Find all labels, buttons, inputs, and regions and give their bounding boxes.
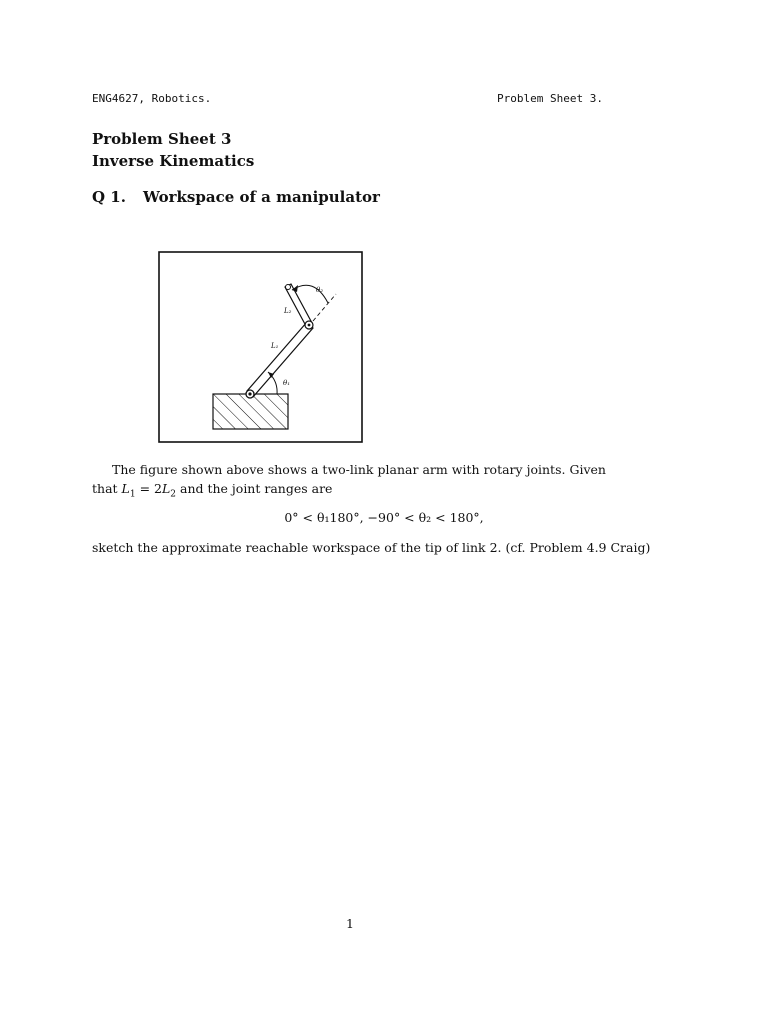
- symbol-l2-sub: 2: [170, 489, 177, 500]
- theta1-label: θ₁: [283, 379, 291, 387]
- question-title: Workspace of a manipulator: [143, 188, 380, 206]
- link1-label: L₁: [271, 342, 279, 350]
- problem-paragraph: [92, 460, 606, 505]
- intro-text: The figure shown above shows a two-link planar arm with rotary joints. Given that: [92, 462, 606, 496]
- title-line-1: Problem Sheet 3: [92, 130, 232, 148]
- equals-text: = 2: [135, 481, 162, 496]
- question-heading: [92, 188, 380, 206]
- header-course: ENG4627, Robotics.: [92, 92, 212, 105]
- link-2: [285, 284, 312, 326]
- title-line-2: Inverse Kinematics: [92, 152, 255, 170]
- joint-ranges-equation: 0° < θ₁180°, −90° < θ₂ < 180°,: [284, 510, 484, 525]
- theta2-label: θ₂: [316, 286, 324, 294]
- two-link-arm-figure: [156, 248, 366, 446]
- page-number: 1: [346, 916, 354, 931]
- link-2-tip: [286, 285, 291, 290]
- link-1-extension: [313, 294, 336, 321]
- link2-label: L₂: [284, 307, 292, 315]
- base-block: [213, 394, 288, 429]
- question-number: Q 1.: [92, 188, 126, 206]
- closing-text: sketch the approximate reachable workspace of the tip of link 2. (cf. Problem 4.9 Craig): [92, 540, 651, 555]
- document-title: [92, 128, 254, 172]
- link-1: [247, 322, 313, 397]
- symbol-l1-sub: 1: [129, 489, 136, 500]
- symbol-l2: L: [161, 481, 171, 496]
- header-sheet: Problem Sheet 3.: [497, 92, 603, 105]
- intro-text-2: and the joint ranges are: [176, 481, 333, 496]
- symbol-l1: L: [121, 481, 130, 496]
